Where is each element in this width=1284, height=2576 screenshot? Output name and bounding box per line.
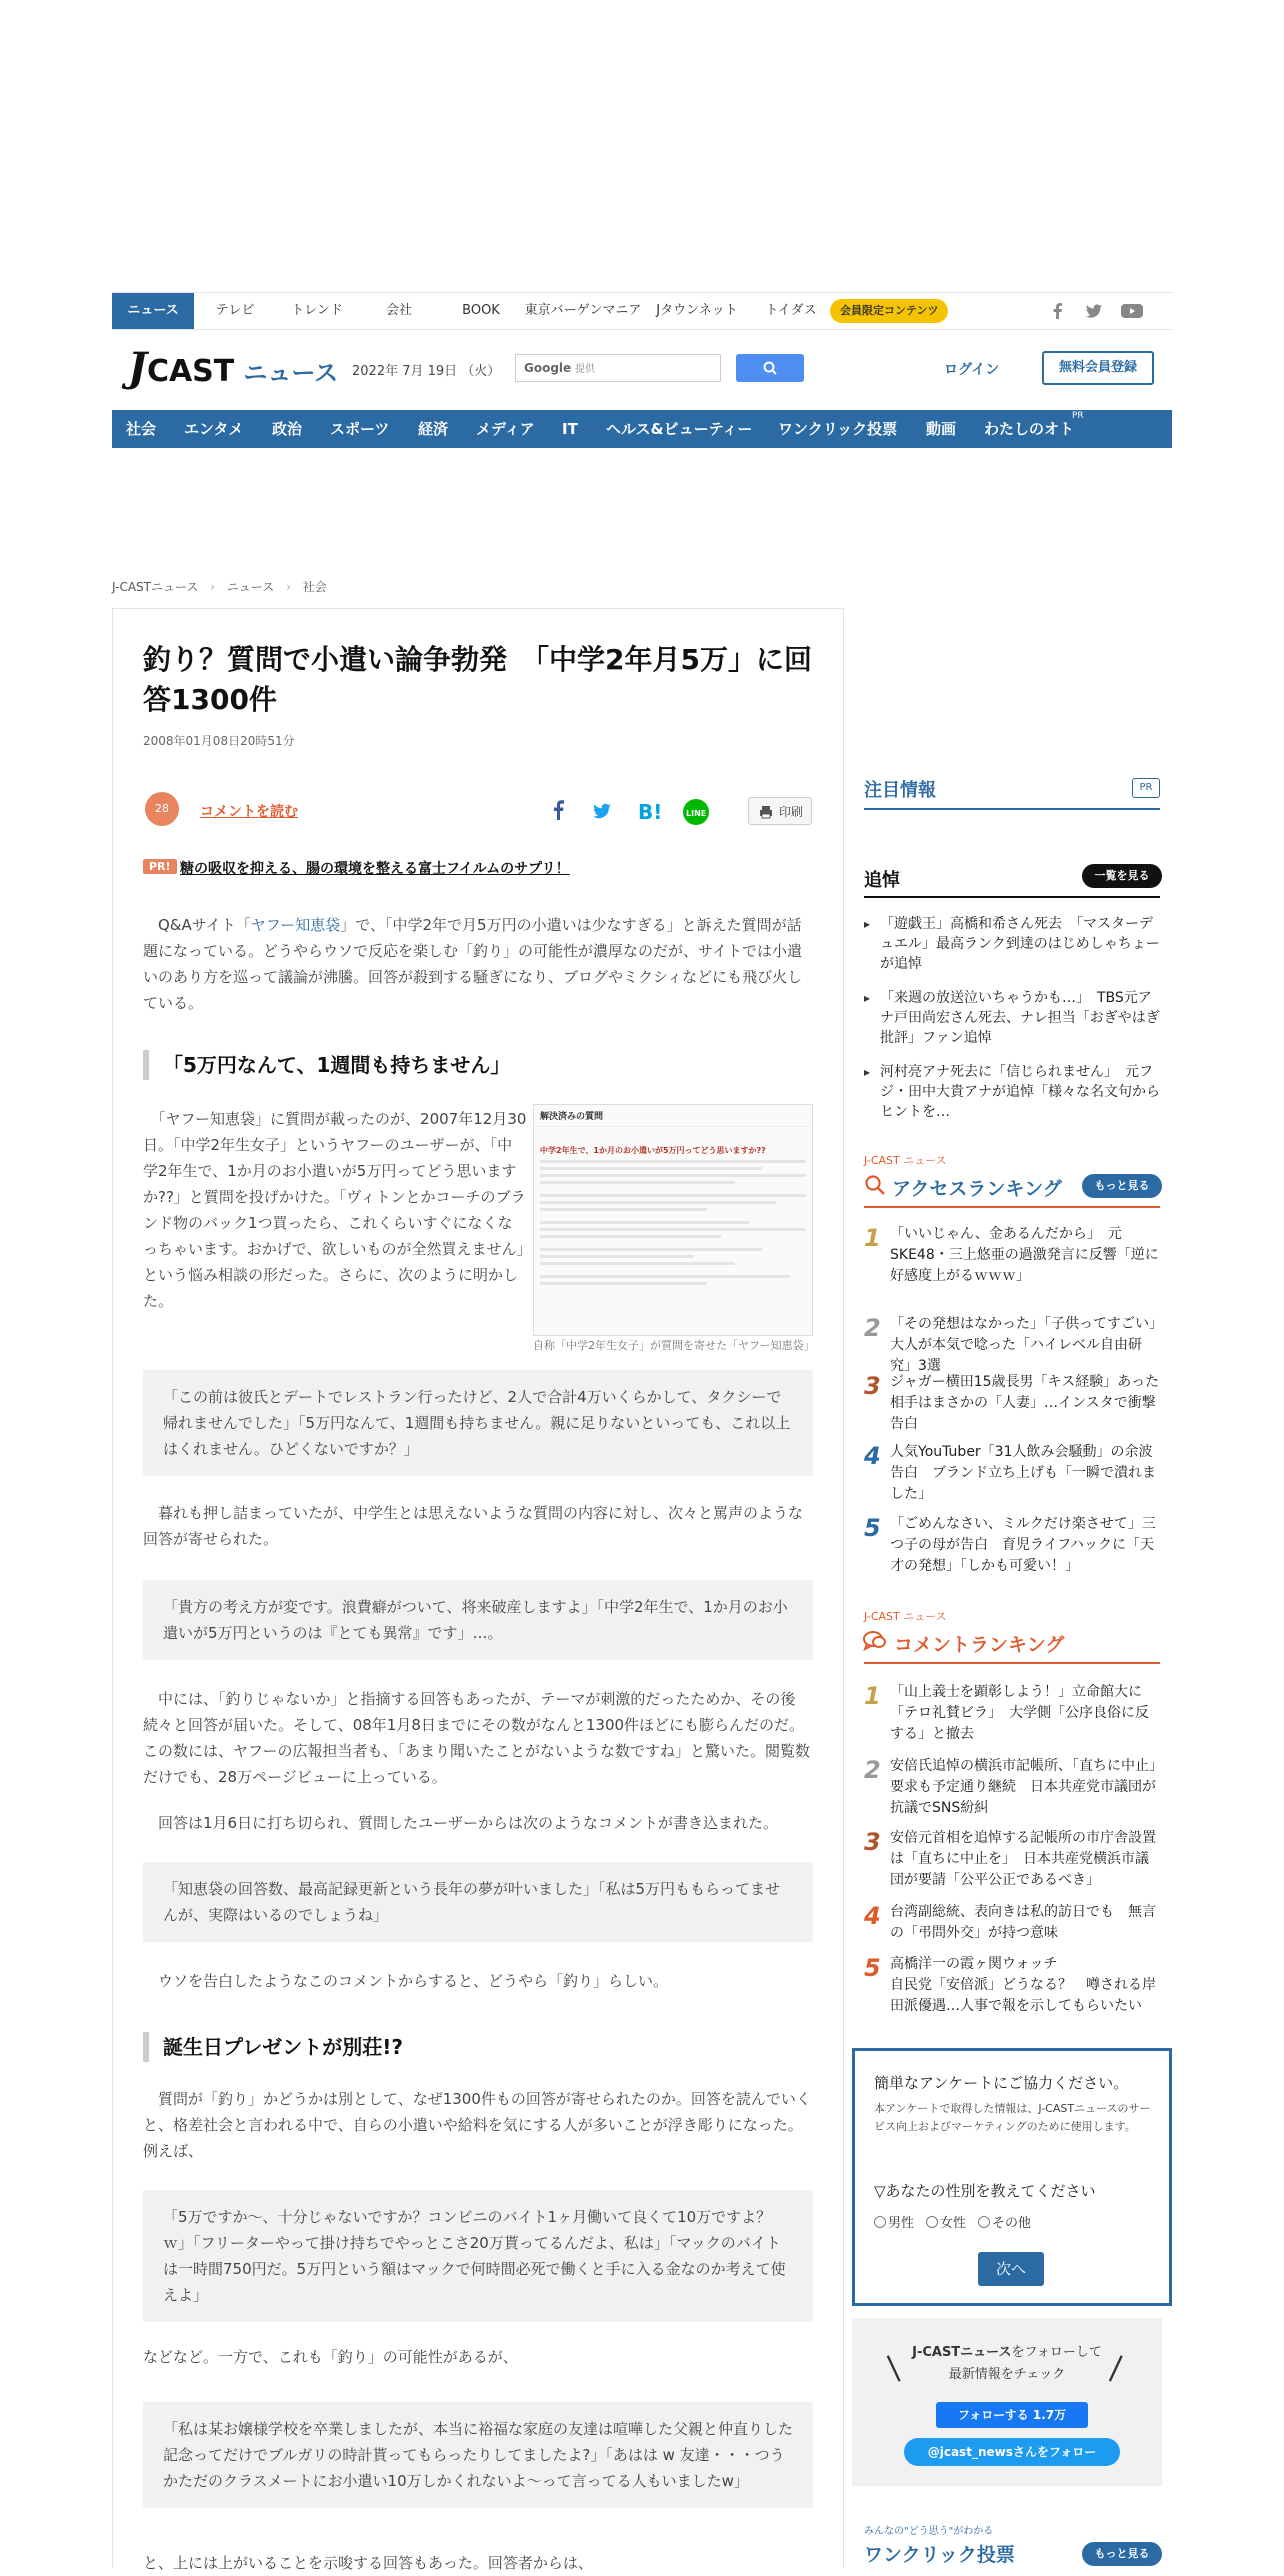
twitter-follow-button[interactable]: @jcast_newsさんをフォロー: [904, 2438, 1120, 2466]
paragraph-6: 質問が「釣り」かどうかは別として、なぜ1300件もの回答が寄せられたのか。回答を読んでいくと、格差社会と言われる中で、自らの小遣いや給料を気にする人が多いことが浮き彫りになった。例えば、: [143, 2090, 811, 2160]
paragraph-7: などなど。一方で、これも「釣り」の可能性があるが、: [143, 2348, 518, 2366]
cat-it[interactable]: IT: [562, 420, 578, 438]
article-title: 釣り？質問で小遣い論争勃発 「中学2年月5万」に回答1300件: [143, 643, 812, 716]
cat-economy[interactable]: 経済: [418, 420, 449, 438]
header-date: 2022年 7月 19日 （火）: [352, 364, 501, 379]
search-placeholder: 提供: [575, 364, 596, 375]
article-date: 2008年01月08日20時51分: [143, 734, 295, 748]
poll-heading: ワンクリック投票: [864, 2544, 1015, 2566]
quote-5: 「私は某お嬢様学校を卒業しましたが、本当に裕福な家庭の友達は喧嘩した父親と仲直りした記念ってだけでブルガリの時計貰ってもらったりしてましたよ?」「あはは w 友達・・・つうかただのクラスメートにお小遣い10万しかくれないよ～って言ってる人もいましたw」: [143, 2402, 813, 2508]
section-heading-2: 誕生日プレゼントが別荘!?: [143, 2032, 813, 2062]
yahoo-chiebukuro-link[interactable]: ヤフー知恵袋: [250, 916, 341, 934]
topnav-tab-company[interactable]: 会社: [385, 303, 412, 318]
access-rank-item[interactable]: 4 人気YouTuber「31人飲み会騒動」の余波告白 ブランド立ち上げも「一瞬で潰れました」: [864, 1442, 1156, 1502]
survey-option-male[interactable]: 男性: [874, 2212, 914, 2231]
share-line-icon[interactable]: [682, 798, 710, 826]
paragraph-5: ウソを告白したようなこのコメントからすると、どうやら「釣り」らしい。: [143, 1972, 669, 1990]
svg-text:B!: B!: [638, 800, 662, 824]
cat-sports[interactable]: スポーツ: [330, 420, 390, 438]
share-twitter-icon[interactable]: [590, 800, 614, 822]
paragraph-1: 「ヤフー知恵袋」に質問が載ったのが、2007年12月30日。「中学2年生女子」というヤフーのユーザーが、「中学2年生で、1か月のお小遣いが5万円ってどう思いますか??」と質問を投げかけた。「ヴィトンとかコーチのブランド物のバック1つ買ったら、これくらいすぐになくなっちゃいます。おかげで、欲しいものが全然買えません」という悩み相談の形だった。さらに、次のように明かした。: [143, 1110, 527, 1310]
access-ranking-heading: アクセスランキング: [892, 1178, 1062, 1200]
image-question-title: 中学2年生で、1か月のお小遣いが5万円ってどう思いますか??: [540, 1146, 766, 1155]
obituary-item[interactable]: ▸ 「来週の放送泣いちゃうかも…」 TBS元アナ戸田尚宏さん死去、ナレ担当「おぎやはぎ批評」ファン追悼: [864, 988, 1160, 1048]
quote-1: 「この前は彼氏とデートでレストラン行ったけど、2人で合計4万いくらかして、タクシーで帰れませんでした」「5万円なんて、1週間も持ちません。親に足りないといっても、これ以上はくれません。ひどくないですか？」: [143, 1370, 813, 1476]
comment-ranking-heading: コメントランキング: [894, 1634, 1065, 1656]
comment-rank-item[interactable]: 5 高橋洋一の霞ヶ関ウォッチ 自民党「安倍派」どうなる？ 噂される岸田派優遇…人事で報を示してもらいたい: [864, 1954, 1156, 2014]
quote-2: 「貴方の考え方が変です。浪費癖がついて、将来破産しますよ」「中学2年生で、1か月のお小遣いが5万円というのは『とても異常』です」…。: [143, 1580, 813, 1660]
poll-label: みんなの"どう思う"がわかる: [864, 2526, 994, 2537]
obituary-item[interactable]: ▸ 「遊戯王」高橋和希さん死去 「マスターデュエル」最高ランク到達のはじめしゃちょーが追悼: [864, 914, 1160, 974]
quote-3: 「知恵袋の回答数、最高記録更新という長年の夢が叶いました」「私は5万円ももらってませんが、実際はいるのでしょうね」: [143, 1862, 813, 1942]
article-image[interactable]: [533, 1104, 813, 1336]
access-rank-item[interactable]: 1 「いいじゃん、金あるんだから」 元SKE48・三上悠亜の過激発言に反響「逆に好感度上がるｗｗｗ」: [864, 1224, 1159, 1284]
featured-pr-badge: PR: [1132, 778, 1160, 798]
twitter-icon[interactable]: [1084, 301, 1104, 321]
comment-rank-item[interactable]: 1 「山上義士を顕彰しよう！」立命館大に「テロ礼賛ビラ」 大学側「公序良俗に反する」と撤去: [864, 1682, 1149, 1742]
obituary-more-button[interactable]: 一覧を見る: [1082, 864, 1162, 888]
topnav-tab-news[interactable]: ニュース: [112, 293, 194, 329]
topnav-tab-trend[interactable]: トレンド: [291, 303, 343, 318]
survey-title: 簡単なアンケートにご協力ください。: [874, 2074, 1129, 2092]
access-rank-item[interactable]: 3 ジャガー横田15歳長男「キス経験」あった相手はまさかの「人妻」…インスタで衝撃告白: [864, 1372, 1160, 1432]
topnav-tab-tv[interactable]: テレビ: [215, 303, 255, 318]
section-heading-1: 「5万円なんて、1週間も持ちません」: [143, 1050, 813, 1080]
survey-option-other[interactable]: その他: [978, 2212, 1031, 2231]
search-input[interactable]: [515, 354, 721, 382]
cat-society[interactable]: 社会: [126, 420, 157, 438]
access-rank-item[interactable]: 5 「ごめんなさい、ミルクだけ楽させて」三つ子の母が告白 育児ライフハックに「天才の発想」「しかも可愛い！」: [864, 1514, 1156, 1574]
image-header: 解決済みの質問: [534, 1105, 812, 1127]
paragraph-8: と、上には上がいることを示唆する回答もあった。回答者からは、: [143, 2554, 593, 2572]
comment-rank-item[interactable]: 2 安倍氏追悼の横浜市記帳所、「直ちに中止」要求も予定通り継続 日本共産党市議団が抗議でSNS紛糾: [864, 1756, 1156, 1816]
svg-text:LINE: LINE: [686, 809, 707, 818]
topnav-tab-toidas[interactable]: トイダス: [765, 303, 817, 318]
share-hatena-icon[interactable]: [636, 798, 662, 824]
facebook-follow-button[interactable]: フォローする 1.7万: [936, 2402, 1088, 2428]
breadcrumb-news[interactable]: ニュース: [226, 580, 275, 594]
cat-pr-label: PR: [1072, 411, 1084, 421]
breadcrumb-society[interactable]: 社会: [302, 580, 327, 594]
obituary-item[interactable]: ▸ 河村亮アナ死去に「信じられません」 元フジ・田中大貴アナが追悼「様々な名文句からヒントを…: [864, 1062, 1160, 1122]
image-caption: 自称「中学2年生女子」が質問を寄せた「ヤフー知恵袋」: [533, 1339, 815, 1352]
pr-badge: PR!: [143, 859, 177, 874]
follow-text: J-CASTニュースをフォローして 最新情報をチェック: [912, 2345, 1102, 2382]
comment-rank-item[interactable]: 3 安倍元首相を追悼する記帳所の市庁舎設置は「直ちに中止を」 日本共産党横浜市議団が要請「公平公正であるべき」: [864, 1828, 1156, 1888]
survey-description: 本アンケートで取得した情報は、J-CASTニュースのサービス向上およびマーケティングのために使用します。: [874, 2102, 1151, 2133]
quote-4: 「5万ですか～、十分じゃないですか？コンビニのバイト1ヶ月働いて良くて10万ですよ？ｗ」「フリーターやって掛け持ちでやっとこさ20万貰ってるんだよ、私は」「マックのバイトは一時間750円だ。5万円という額はマックで何時間必死で働くと手に入る金なのか考えて使えよ」: [143, 2190, 813, 2322]
cat-media[interactable]: メディア: [476, 420, 535, 438]
featured-heading: 注目情報: [864, 780, 936, 801]
cat-health-beauty[interactable]: ヘルス&ビューティー: [606, 420, 753, 438]
poll-more-button[interactable]: もっと見る: [1082, 2542, 1162, 2566]
search-icon: [736, 354, 804, 382]
comment-rank-item[interactable]: 4 台湾副総統、表向きは私的訪日でも 無言の「弔問外交」が持つ意味: [864, 1902, 1156, 1941]
search-magnifier-icon: [864, 1174, 886, 1196]
share-facebook-icon[interactable]: [548, 798, 568, 822]
printer-icon: [759, 805, 773, 819]
pr-link[interactable]: 糖の吸収を抑える、腸の環境を整える富士フイルムのサプリ！: [180, 861, 570, 877]
print-button[interactable]: [748, 797, 812, 825]
register-button[interactable]: 無料会員登録: [1042, 351, 1154, 385]
cat-oneclick-vote[interactable]: ワンクリック投票: [778, 420, 898, 438]
paragraph-2: 暮れも押し詰まっていたが、中学生とは思えないような質問の内容に対し、次々と罵声のような回答が寄せられた。: [143, 1504, 804, 1548]
breadcrumb: J-CASTニュース › ニュース › 社会: [112, 580, 327, 594]
read-comments-link[interactable]: コメントを読む: [200, 804, 298, 820]
survey-question: ▽あなたの性別を教えてください: [874, 2182, 1096, 2200]
access-rank-item[interactable]: 2 「その発想はなかった」「子供ってすごい」 大人が本気で唸った「ハイレベル自由研究」3選: [864, 1314, 1170, 1374]
facebook-icon[interactable]: [1048, 301, 1068, 321]
speech-bubble-icon: [862, 1630, 888, 1652]
survey-option-female[interactable]: 女性: [926, 2212, 966, 2231]
topnav-tab-book[interactable]: BOOK: [462, 303, 500, 318]
lead-paragraph: Q&Aサイト「ヤフー知恵袋」で、「中学2年で月5万円の小遣いは少なすぎる」と訴えた質問が話題になっている。どうやらウソで反応を楽しむ「釣り」の可能性が濃厚なのだが、サイトでは小遣いのあり方を巡って議論が沸騰。回答が殺到する騒ぎになり、ブログやミクシィなどにも飛び火している。: [143, 916, 803, 1012]
cat-politics[interactable]: 政治: [272, 420, 303, 438]
category-nav: [112, 410, 1172, 448]
comment-ranking-label: J-CAST ニュース: [864, 1610, 947, 1623]
survey-next-button[interactable]: 次へ: [978, 2252, 1044, 2286]
topnav-tab-jtown[interactable]: Jタウンネット: [656, 303, 738, 318]
breadcrumb-home[interactable]: J-CASTニュース: [112, 580, 199, 594]
cat-entame[interactable]: エンタメ: [184, 420, 244, 438]
access-more-button[interactable]: もっと見る: [1082, 1174, 1162, 1198]
cat-watashi-no-oto[interactable]: わたしのオト: [984, 420, 1075, 438]
comment-count-badge[interactable]: 28: [145, 792, 179, 826]
obituary-heading: 追悼: [864, 870, 900, 891]
login-link[interactable]: ログイン: [944, 362, 1000, 378]
access-ranking-label: J-CAST ニュース: [864, 1154, 947, 1167]
member-content-pill[interactable]: 会員限定コンテンツ: [830, 299, 948, 323]
topnav-tab-bargain[interactable]: 東京バーゲンマニア: [524, 303, 642, 318]
top-nav: [112, 292, 1172, 330]
jcast-news-logo[interactable]: JCAST ニュース: [128, 344, 339, 391]
paragraph-4: 回答は1月6日に打ち切られ、質問したユーザーからは次のようなコメントが書き込まれた。: [143, 1814, 778, 1832]
search-button[interactable]: [736, 354, 804, 382]
google-brand: Google: [524, 361, 572, 375]
paragraph-3: 中には、「釣りじゃないか」と指摘する回答もあったが、テーマが刺激的だったためか、その後続々と回答が届いた。そして、08年1月8日までにその数がなんと1300件ほどにも膨らんだのだ。この数には、ヤフーの広報担当者も、「あまり聞いたことがないような数ですね」と驚いた。閲覧数だけでも、28万ページビューに上っている。: [143, 1690, 811, 1786]
cat-video[interactable]: 動画: [926, 420, 957, 438]
youtube-icon[interactable]: [1120, 301, 1144, 321]
print-label: 印刷: [779, 805, 804, 819]
